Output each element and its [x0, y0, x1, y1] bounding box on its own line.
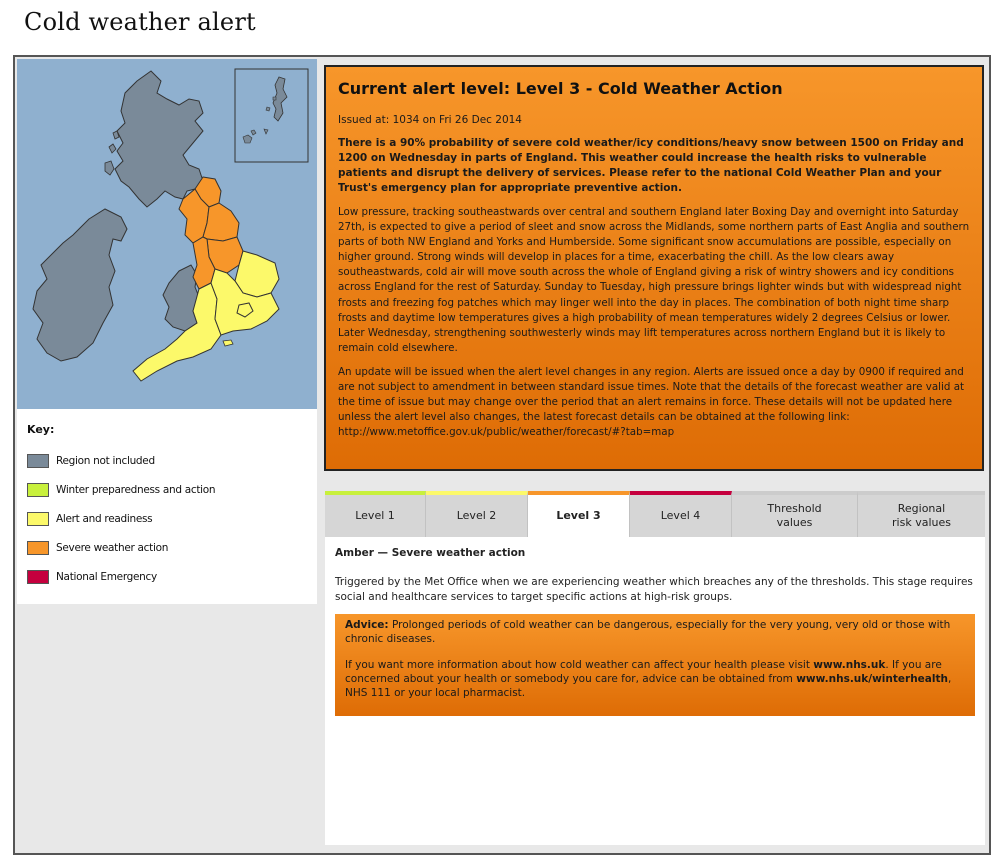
map-key: [17, 409, 317, 604]
key-label: Severe weather action: [56, 541, 169, 554]
alert-update-note: An update will be issued when the alert level changes in any region. Alerts are issued once a day by 0900 if required and are not subject to amendment in between standard issue times. Note that the details of the forecast weather are valid at the time of issue but may change over the period that an alert remains in force. These details will not be updated here unless the alert level also changes, the latest forecast details can be obtained at the following link: http://www.metoffice.gov.uk/public/weather/forecast/#?tab=map: [338, 365, 965, 439]
key-item-region-not-included: [27, 446, 307, 475]
key-label: Alert and readiness: [56, 512, 153, 525]
tab-label: Level 3: [556, 509, 601, 522]
key-title: Key:: [27, 423, 55, 436]
uk-alert-map[interactable]: [17, 59, 317, 409]
tab-level-1[interactable]: [325, 491, 426, 537]
alert-panel: [13, 55, 991, 855]
page-title: Cold weather alert: [24, 8, 256, 36]
tab-level-4[interactable]: [630, 491, 732, 537]
tab-label: Level 4: [660, 509, 701, 522]
uk-map-svg: [17, 59, 317, 409]
tab-level-2[interactable]: [426, 491, 528, 537]
advice-text: Advice: Prolonged periods of cold weather can be dangerous, especially for the very young, very old or those with chronic diseases.: [345, 619, 951, 645]
winterhealth-link[interactable]: www.nhs.uk/winterhealth: [796, 673, 948, 685]
advice-box: [335, 614, 975, 716]
key-item-alert-readiness: [27, 504, 307, 533]
issued-timestamp: Issued at: 1034 on Fri 26 Dec 2014: [338, 114, 522, 126]
alert-lead: There is a 90% probability of severe cold weather/icy conditions/heavy snow between 1500 on Friday and 1200 on Wednesday in parts of England. This weather could increase the health risks to vulnerable patients and disrupt the delivery of services. Please refer to the national Cold Weather Plan and your Trust's emergency plan for appropriate preventive action.: [338, 137, 964, 194]
key-swatch: [27, 483, 49, 497]
tab-label: Level 2: [456, 509, 497, 522]
advice-label: Advice:: [345, 619, 389, 631]
alert-forecast: Low pressure, tracking southeastwards over central and southern England later Boxing Day and overnight into Saturday 27th, is expected to give a period of sleet and snow across the Midlands, some northern parts of East Anglia and southern parts of both NW England and Yorks and Humberside. Some significant snow accumulations are possible, especially on higher ground. Strong winds will develop in places for a time, exacerbating the chill. As the low clears away southeastwards, cold air will move south across the whole of England giving a risk of wintry showers and icy conditions across England for the rest of Saturday. Sunday to Tuesday, high pressure brings lighter winds but with widespread night frosts and freezing fog patches which may linger well into the day in places. The combination of both night time sharp frosts and daytime low temperatures gives a high probability of mean temperatures widely 2 degrees Celsius or lower. Later Wednesday, strengthening southwesterly winds may lift temperatures across northern England but it is likely to remain cold elsewhere.: [338, 206, 970, 354]
key-item-winter-preparedness: [27, 475, 307, 504]
key-swatch: [27, 454, 49, 468]
key-swatch: [27, 541, 49, 555]
level-description: Triggered by the Met Office when we are experiencing weather which breaches any of the thresholds. This stage requires social and healthcare services to target specific actions at high-risk groups.: [335, 576, 973, 603]
key-swatch: [27, 512, 49, 526]
level-heading: Amber — Severe weather action: [335, 547, 526, 559]
level-tabs: [325, 491, 985, 537]
tab-threshold-values[interactable]: [732, 491, 858, 537]
nhs-link[interactable]: www.nhs.uk: [813, 659, 886, 671]
key-item-severe-weather: [27, 533, 307, 562]
tab-label: Regional risk values: [892, 502, 951, 529]
tab-label: Level 1: [355, 509, 395, 522]
key-label: Region not included: [56, 454, 155, 467]
key-item-national-emergency: [27, 562, 307, 591]
tab-label: Threshold values: [767, 502, 822, 529]
alert-title: Current alert level: Level 3 - Cold Weather Action: [338, 79, 783, 98]
current-alert-box: [324, 65, 984, 471]
tab-panel-level-3: [325, 537, 985, 845]
key-swatch: [27, 570, 49, 584]
tab-regional-risk-values[interactable]: [858, 491, 985, 537]
key-label: National Emergency: [56, 570, 157, 583]
key-label: Winter preparedness and action: [56, 483, 216, 496]
more-info-text: If you want more information about how cold weather can affect your health please visit www.nhs.uk. If you are concerned about your health or somebody you care for, advice can be obtained from www.nhs.uk/winterhealth, NHS 111 or your local pharmacist.: [345, 659, 952, 699]
tab-level-3[interactable]: [528, 491, 630, 537]
